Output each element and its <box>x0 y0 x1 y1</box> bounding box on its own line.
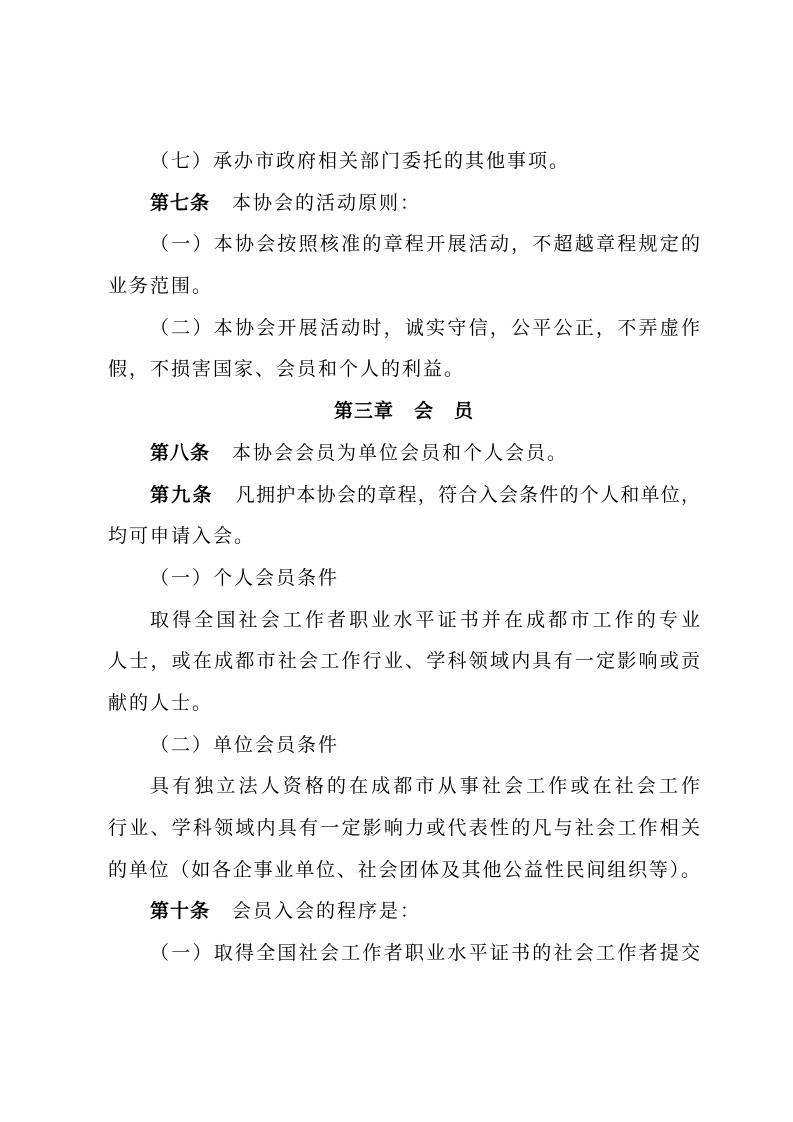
paragraph-line: （二）本协会开展活动时，诚实守信，公平公正，不弄虚作 <box>150 316 700 339</box>
paragraph-line: 的单位（如各企事业单位、社会团体及其他公益性民间组织等）。 <box>108 858 700 881</box>
article-9 <box>108 475 700 517</box>
article-heading: 第七条 <box>150 191 211 214</box>
paragraph-line: 行业、学科领域内具有一定影响力或代表性的凡与社会工作相关 <box>108 817 700 839</box>
chapter-heading: 第三章 会 员 <box>333 400 474 423</box>
paragraph-line: （一）取得全国社会工作者职业水平证书的社会工作者提交 <box>150 942 700 965</box>
article-text: 本协会会员为单位会员和个人会员。 <box>232 441 569 464</box>
paragraph-line: （二）单位会员条件 <box>150 733 340 756</box>
paragraph-line: （一）个人会员条件 <box>150 566 340 589</box>
article-10 <box>108 891 700 933</box>
article-heading: 第九条 <box>150 483 214 506</box>
article-heading: 第八条 <box>150 441 211 464</box>
paragraph-line: 假，不损害国家、会员和个人的利益。 <box>108 358 466 381</box>
paragraph-line: （一）本协会按照核准的章程开展活动，不超越章程规定的 <box>150 233 700 256</box>
paragraph-line: 取得全国社会工作者职业水平证书并在成都市工作的专业 <box>150 608 700 631</box>
article-heading: 第十条 <box>150 900 211 923</box>
paragraph-line: 具有独立法人资格的在成都市从事社会工作或在社会工作 <box>150 775 700 798</box>
paragraph-line: （七）承办市政府相关部门委托的其他事项。 <box>150 150 571 172</box>
article-text: 会员入会的程序是： <box>232 900 422 923</box>
article-text: 本协会的活动原则： <box>232 191 422 214</box>
paragraph-line: 献的人士。 <box>108 691 214 714</box>
article-8 <box>108 433 700 475</box>
article-7 <box>108 183 700 225</box>
paragraph-line: 人士，或在成都市社会工作行业、学科领域内具有一定影响或贡 <box>108 650 700 673</box>
article-text: 凡拥护本协会的章程，符合入会条件的个人和单位， <box>235 483 700 506</box>
paragraph-line: 均可申请入会。 <box>108 525 256 548</box>
paragraph-line: 业务范围。 <box>108 275 214 298</box>
document-page <box>108 141 700 975</box>
